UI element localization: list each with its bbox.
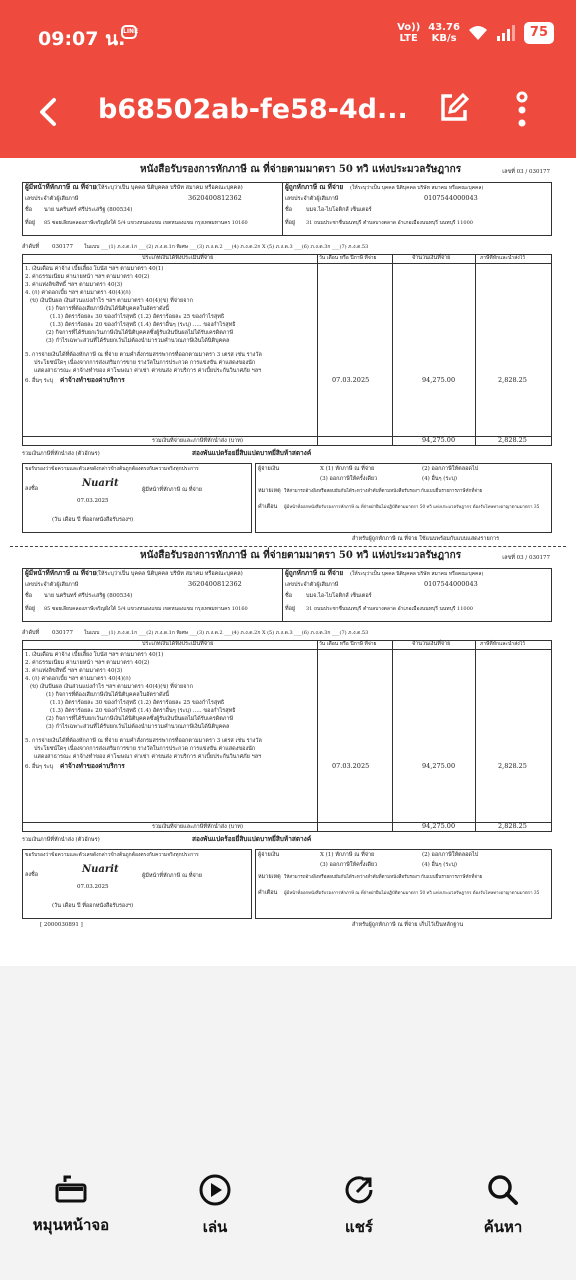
payer-type-4: (4) อื่นๆ (ระบุ): [422, 862, 457, 868]
income-line: 3. ค่าแห่งลิขสิทธิ์ ฯลฯ ตามมาตรา 40(3): [25, 668, 123, 674]
income-line: (1) กิจการที่ต้องเสียภาษีเงินได้นิติบุคคลในอัตราดังนี้: [46, 306, 170, 312]
col-tax: ภาษีที่หักและนำส่งไว้: [480, 641, 526, 647]
payee-name: บมจ.ไอ-ไบโอติกส์ เซ็นเตอร์: [306, 207, 372, 213]
total-amount: 94,275.00: [422, 436, 456, 444]
payer-type-label: ผู้จ่ายเงิน: [258, 852, 280, 858]
income-line: (1.1) อัตราร้อยละ 30 ของกำไรสุทธิ (1.2) อัตราร้อยละ 25 ของกำไรสุทธิ: [50, 314, 225, 320]
income-line: (3) กำไรเฉพาะส่วนที่ได้รับยกเว้นไม่ต้องนำมารวมคำนวณภาษีเงินได้นิติบุคคล: [46, 724, 230, 730]
sign-date-label: (วัน เดือน ปี ที่ออกหนังสือรับรองฯ): [52, 903, 134, 909]
tax-form-copy-1: [22, 166, 552, 544]
sign-role: ผู้มีหน้าที่หักภาษี ณ ที่จ่าย: [142, 487, 203, 493]
line-app-icon: LINE: [121, 25, 137, 39]
document-title: b68502ab-fe58-4d...: [98, 94, 408, 125]
income-line: 4. (ก) ค่าดอกเบี้ย ฯลฯ ตามมาตรา 40(4)(ก): [25, 290, 131, 296]
payee-heading: ผู้ถูกหักภาษี ณ ที่จ่าย: [285, 183, 344, 191]
search-icon: [486, 1173, 520, 1207]
payer-addr-label: ที่อยู่: [25, 606, 36, 612]
sign-label: ลงชื่อ: [25, 486, 39, 492]
status-bar: [0, 0, 576, 68]
share-label: แชร์: [345, 1218, 373, 1236]
pdf-page[interactable]: [0, 158, 576, 966]
total-tax: 2,828.25: [498, 822, 527, 830]
payee-taxid: 0107544000043: [424, 194, 478, 202]
total-label: รวมเงินที่จ่ายและภาษีที่หักนำส่ง (บาท): [152, 824, 244, 830]
income-line: (1.3) อัตราร้อยละ 20 ของกำไรสุทธิ (1.4) อัตราอื่นๆ (ระบุ) ..... ของกำไรสุทธิ: [50, 322, 236, 328]
sign-label: ลงชื่อ: [25, 872, 39, 878]
pay-date: 07.03.2025: [332, 376, 370, 384]
payee-taxid-label: เลขประจำตัวผู้เสียภาษี: [285, 196, 339, 202]
income-line: 3. ค่าแห่งลิขสิทธิ์ ฯลฯ ตามมาตรา 40(3): [25, 282, 123, 288]
search-label: ค้นหา: [483, 1218, 523, 1236]
wifi-icon: [468, 25, 488, 41]
form-type-options: ในแบบ ___(1) ภ.ง.ด.1ก ___(2) ภ.ง.ด.1ก พิเศษ ___(3) ภ.ง.ด.2 ___(4) ภ.ง.ด.2ก X (5) ภ.ง.ด.3 ___(6) ภ.ง.ด.3ก ___(7) ภ.ง.ด.53: [84, 630, 369, 636]
income-line: (ข) เงินปันผล เงินส่วนแบ่งกำไร ฯลฯ ตามมาตรา 40(4)(ข) ที่จ่ายจาก: [30, 684, 193, 690]
pay-amount: 94,275.00: [422, 376, 456, 384]
income-line: 4. (ก) ค่าดอกเบี้ย ฯลฯ ตามมาตรา 40(4)(ก): [25, 676, 131, 682]
other-value: ค่าจ้างทำของค่าบริการ: [60, 762, 125, 770]
payer-addr: 85 ซอยเลียบคลองภาษีเจริญฝั่งใต้ 5/4 แขวงหนองแขม เขตหนองแขม กรุงเทพมหานคร 10160: [44, 220, 248, 226]
income-line: (2) กิจการที่ได้รับยกเว้นภาษีเงินได้นิติบุคคลซึ่งผู้รับเงินปันผลไม่ได้รับเครดิตภาษี: [46, 330, 234, 336]
income-line: 1. เงินเดือน ค่าจ้าง เบี้ยเลี้ยง โบนัส ฯลฯ ตามมาตรา 40(1): [25, 652, 164, 658]
note-text: ให้สามารถอ้างอิงหรือสอบยันกันได้ระหว่างลำดับที่ตามหนังสือรับรองฯ กับแบบยื่นรายการภาษีหักที่จ่าย: [284, 489, 483, 494]
payee-addr: 31 ถนนประชาชื่นนนทบุรี ตำบลบางตลาด อำเภอเมืองนนทบุรี นนทบุรี 11000: [306, 606, 473, 612]
payee-name: บมจ.ไอ-ไบโอติกส์ เซ็นเตอร์: [306, 593, 372, 599]
col-pay-date: วัน เดือน หรือ ปีภาษี ที่จ่าย: [319, 255, 377, 261]
income-line: (1) กิจการที่ต้องเสียภาษีเงินได้นิติบุคคลในอัตราดังนี้: [46, 692, 170, 698]
payer-type-box: [255, 849, 552, 919]
warn-label: คำเตือน: [258, 890, 278, 896]
payee-addr-label: ที่อยู่: [285, 220, 296, 226]
income-line: 5. การจ่ายเงินได้ที่ต้องหักภาษี ณ ที่จ่าย ตามคำสั่งกรมสรรพากรที่ออกตามมาตรา 3 เตรส เช่น รางวัล: [25, 738, 262, 744]
payer-type-1: X (1) หักภาษี ณ ที่จ่าย: [320, 852, 375, 858]
more-vert-icon[interactable]: [508, 90, 536, 130]
other-label: 6. อื่นๆ ระบุ: [25, 764, 54, 770]
form-type-options: ในแบบ ___(1) ภ.ง.ด.1ก ___(2) ภ.ง.ด.1ก พิเศษ ___(3) ภ.ง.ด.2 ___(4) ภ.ง.ด.2ก X (5) ภ.ง.ด.3 ___(6) ภ.ง.ด.3ก ___(7) ภ.ง.ด.53: [84, 244, 369, 250]
payee-taxid: 0107544000043: [424, 580, 478, 588]
col-income-type: ประเภทเงินได้พึงประเมินที่จ่าย: [142, 255, 214, 261]
tax-form-copy-2: [22, 552, 552, 932]
pay-amount: 94,275.00: [422, 762, 456, 770]
words-label: รวมเงินภาษีที่หักนำส่ง (ตัวอักษร): [22, 451, 100, 457]
payer-note: (ให้ระบุว่าเป็น บุคคล นิติบุคคล บริษัท สมาคม หรือคณะบุคคล): [96, 185, 243, 191]
income-line: (ข) เงินปันผล เงินส่วนแบ่งกำไร ฯลฯ ตามมาตรา 40(4)(ข) ที่จ่ายจาก: [30, 298, 193, 304]
payer-heading: ผู้มีหน้าที่หักภาษี ณ ที่จ่าย: [25, 569, 97, 577]
income-line: 2. ค่าธรรมเนียม ค่านายหน้า ฯลฯ ตามมาตรา 40(2): [25, 660, 150, 666]
pay-tax: 2,828.25: [498, 376, 527, 384]
payer-taxid-label: เลขประจำตัวผู้เสียภาษี: [25, 196, 79, 202]
income-line: (1.3) อัตราร้อยละ 20 ของกำไรสุทธิ (1.4) อัตราอื่นๆ (ระบุ) ..... ของกำไรสุทธิ: [50, 708, 236, 714]
payer-type-4: (4) อื่นๆ (ระบุ): [422, 476, 457, 482]
total-tax: 2,828.25: [498, 436, 527, 444]
sign-date: 07.03.2025: [77, 498, 109, 504]
payer-name-label: ชื่อ: [25, 207, 33, 213]
note-label: หมายเหตุ: [258, 874, 281, 880]
payer-heading: ผู้มีหน้าที่หักภาษี ณ ที่จ่าย: [25, 183, 97, 191]
income-line: 2. ค่าธรรมเนียม ค่านายหน้า ฯลฯ ตามมาตรา 40(2): [25, 274, 150, 280]
col-amount: จำนวนเงินที่จ่าย: [412, 641, 451, 647]
note-text: ให้สามารถอ้างอิงหรือสอบยันกันได้ระหว่างลำดับที่ตามหนังสือรับรองฯ กับแบบยื่นรายการภาษีหักที่จ่าย: [284, 875, 483, 880]
payee-addr-label: ที่อยู่: [285, 606, 296, 612]
payee-name-label: ชื่อ: [285, 593, 293, 599]
signature: Nuarit: [82, 864, 119, 875]
payer-taxid-label: เลขประจำตัวผู้เสียภาษี: [25, 582, 79, 588]
pay-tax: 2,828.25: [498, 762, 527, 770]
other-value: ค่าจ้างทำของค่าบริการ: [60, 376, 125, 384]
income-line: ประโยชน์ใดๆ เนื่องจากการส่งเสริมการขาย รางวัลในการประกวด การแข่งขัน ค่าแสดงของนัก: [34, 360, 256, 366]
seq-label: ลำดับที่: [22, 630, 40, 636]
certify-text: ขอรับรองว่าข้อความและตัวเลขดังกล่าวข้างต้นถูกต้องตรงกับความจริงทุกประการ: [25, 466, 199, 472]
tax-in-words: สองพันแปดร้อยยี่สิบแปดบาทยี่สิบห้าสตางค์: [192, 449, 312, 457]
sign-date: 07.03.2025: [77, 884, 109, 890]
volte-indicator: Vo)) LTE: [397, 22, 421, 44]
copy-footer: สำหรับผู้ถูกหักภาษี ณ ที่จ่าย เก็บไว้เป็นหลักฐาน: [352, 922, 464, 928]
income-line: 1. เงินเดือน ค่าจ้าง เบี้ยเลี้ยง โบนัส ฯลฯ ตามมาตรา 40(1): [25, 266, 164, 272]
income-line: 5. การจ่ายเงินได้ที่ต้องหักภาษี ณ ที่จ่าย ตามคำสั่งกรมสรรพากรที่ออกตามมาตรา 3 เตรส เช่น รางวัล: [25, 352, 262, 358]
rotate-label: หมุนหน้าจอ: [32, 1216, 110, 1234]
payer-name-label: ชื่อ: [25, 593, 33, 599]
status-indicators: [397, 22, 554, 44]
app-bar: [0, 68, 576, 158]
payer-type-1: X (1) หักภาษี ณ ที่จ่าย: [320, 466, 375, 472]
col-income-type: ประเภทเงินได้พึงประเมินที่จ่าย: [142, 641, 214, 647]
col-tax: ภาษีที่หักและนำส่งไว้: [480, 255, 526, 261]
note-label: หมายเหตุ: [258, 488, 281, 494]
search-button[interactable]: [448, 1173, 558, 1239]
payer-name: นาย นครินทร์ ศรีประเสริฐ (800534): [44, 593, 133, 599]
other-label: 6. อื่นๆ ระบุ: [25, 378, 54, 384]
warn-text: ผู้มีหน้าที่ออกหนังสือรับรองการหักภาษี ณ ที่จ่ายฝ่าฝืนไม่ปฏิบัติตามมาตรา 50 ทวิ แห่งประมวลรัษฎากร ต้องรับโทษทางอาญาตามมาตรา 35: [284, 891, 540, 896]
share-icon: [342, 1173, 376, 1207]
payer-note: (ให้ระบุว่าเป็น บุคคล นิติบุคคล บริษัท สมาคม หรือคณะบุคคล): [96, 571, 243, 577]
form-number: เลขที่ 03 / 030177: [502, 169, 550, 175]
payer-addr: 85 ซอยเลียบคลองภาษีเจริญฝั่งใต้ 5/4 แขวงหนองแขม เขตหนองแขม กรุงเทพมหานคร 10160: [44, 606, 248, 612]
income-line: (3) กำไรเฉพาะส่วนที่ได้รับยกเว้นไม่ต้องนำมารวมคำนวณภาษีเงินได้นิติบุคคล: [46, 338, 230, 344]
cut-line: [10, 546, 566, 547]
rotate-screen-icon: [53, 1173, 89, 1205]
play-button[interactable]: [160, 1173, 270, 1239]
pay-date: 07.03.2025: [332, 762, 370, 770]
payer-type-3: (3) ออกภาษีให้ครั้งเดียว: [320, 862, 378, 868]
payee-name-label: ชื่อ: [285, 207, 293, 213]
play-label: เล่น: [202, 1218, 228, 1236]
battery-icon: 75: [524, 22, 554, 44]
payer-name: นาย นครินทร์ ศรีประเสริฐ (800534): [44, 207, 133, 213]
payee-note: (ให้ระบุว่าเป็น บุคคล นิติบุคคล บริษัท สมาคม หรือคณะบุคคล): [350, 571, 484, 577]
payer-type-box: [255, 463, 552, 533]
payer-taxid: 3620400812362: [188, 580, 242, 588]
words-label: รวมเงินภาษีที่หักนำส่ง (ตัวอักษร): [22, 837, 100, 843]
col-amount: จำนวนเงินที่จ่าย: [412, 255, 451, 261]
sign-date-label: (วัน เดือน ปี ที่ออกหนังสือรับรองฯ): [52, 517, 134, 523]
warn-label: คำเตือน: [258, 504, 278, 510]
total-label: รวมเงินที่จ่ายและภาษีที่หักนำส่ง (บาท): [152, 438, 244, 444]
form-title: หนังสือรับรองการหักภาษี ณ ที่จ่ายตามมาตรา 50 ทวิ แห่งประมวลรัษฎากร: [140, 550, 462, 561]
col-pay-date: วัน เดือน หรือ ปีภาษี ที่จ่าย: [319, 641, 377, 647]
sign-role: ผู้มีหน้าที่หักภาษี ณ ที่จ่าย: [142, 873, 203, 879]
total-amount: 94,275.00: [422, 822, 456, 830]
copy-footer: สำหรับผู้ถูกหักภาษี ณ ที่จ่าย ใช้แนบพร้อมกับแบบแสดงรายการ: [352, 536, 500, 542]
signature: Nuarit: [82, 478, 119, 489]
clock: 09:07 น.: [38, 28, 126, 50]
seq-label: ลำดับที่: [22, 244, 40, 250]
share-button[interactable]: [304, 1173, 414, 1239]
seq-no: 030177: [52, 630, 73, 636]
income-line: แสดงสาธารณะ ค่าจ้างทำของ ค่าโฆษณา ค่าเช่า ค่าขนส่ง ค่าบริการ ค่าเบี้ยประกันวินาศภัย ฯลฯ: [34, 754, 262, 760]
form-title: หนังสือรับรองการหักภาษี ณ ที่จ่ายตามมาตรา 50 ทวิ แห่งประมวลรัษฎากร: [140, 164, 462, 175]
income-line: ประโยชน์ใดๆ เนื่องจากการส่งเสริมการขาย รางวัลในการประกวด การแข่งขัน ค่าแสดงของนัก: [34, 746, 256, 752]
edit-icon[interactable]: [436, 90, 472, 126]
income-line: (2) กิจการที่ได้รับยกเว้นภาษีเงินได้นิติบุคคลซึ่งผู้รับเงินปันผลไม่ได้รับเครดิตภาษี: [46, 716, 234, 722]
signal-icon: [496, 25, 516, 41]
play-icon: [198, 1173, 232, 1207]
tax-in-words: สองพันแปดร้อยยี่สิบแปดบาทยี่สิบห้าสตางค์: [192, 835, 312, 843]
certify-text: ขอรับรองว่าข้อความและตัวเลขดังกล่าวข้างต้นถูกต้องตรงกับความจริงทุกประการ: [25, 852, 199, 858]
form-number: เลขที่ 03 / 030177: [502, 555, 550, 561]
rotate-screen-button[interactable]: [16, 1173, 126, 1237]
payer-type-label: ผู้จ่ายเงิน: [258, 466, 280, 472]
seq-no: 030177: [52, 244, 73, 250]
payer-taxid: 3620400812362: [188, 194, 242, 202]
network-speed: 43.76 KB/s: [428, 22, 460, 44]
payee-heading: ผู้ถูกหักภาษี ณ ที่จ่าย: [285, 569, 344, 577]
payer-type-2: (2) ออกภาษีให้ตลอดไป: [422, 466, 479, 472]
payee-taxid-label: เลขประจำตัวผู้เสียภาษี: [285, 582, 339, 588]
income-line: (1.1) อัตราร้อยละ 30 ของกำไรสุทธิ (1.2) อัตราร้อยละ 25 ของกำไรสุทธิ: [50, 700, 225, 706]
payer-addr-label: ที่อยู่: [25, 220, 36, 226]
payer-type-3: (3) ออกภาษีให้ครั้งเดียว: [320, 476, 378, 482]
back-arrow-icon[interactable]: [30, 92, 70, 132]
payee-note: (ให้ระบุว่าเป็น บุคคล นิติบุคคล บริษัท สมาคม หรือคณะบุคคล): [350, 185, 484, 191]
payee-addr: 31 ถนนประชาชื่นนนทบุรี ตำบลบางตลาด อำเภอเมืองนนทบุรี นนทบุรี 11000: [306, 220, 473, 226]
income-line: แสดงสาธารณะ ค่าจ้างทำของ ค่าโฆษณา ค่าเช่า ค่าขนส่ง ค่าบริการ ค่าเบี้ยประกันวินาศภัย ฯลฯ: [34, 368, 262, 374]
warn-text: ผู้มีหน้าที่ออกหนังสือรับรองการหักภาษี ณ ที่จ่ายฝ่าฝืนไม่ปฏิบัติตามมาตรา 50 ทวิ แห่งประมวลรัษฎากร ต้องรับโทษทางอาญาตามมาตรา 35: [284, 505, 540, 510]
reference-number: [ 2000030891 ]: [40, 922, 83, 928]
payer-type-2: (2) ออกภาษีให้ตลอดไป: [422, 852, 479, 858]
